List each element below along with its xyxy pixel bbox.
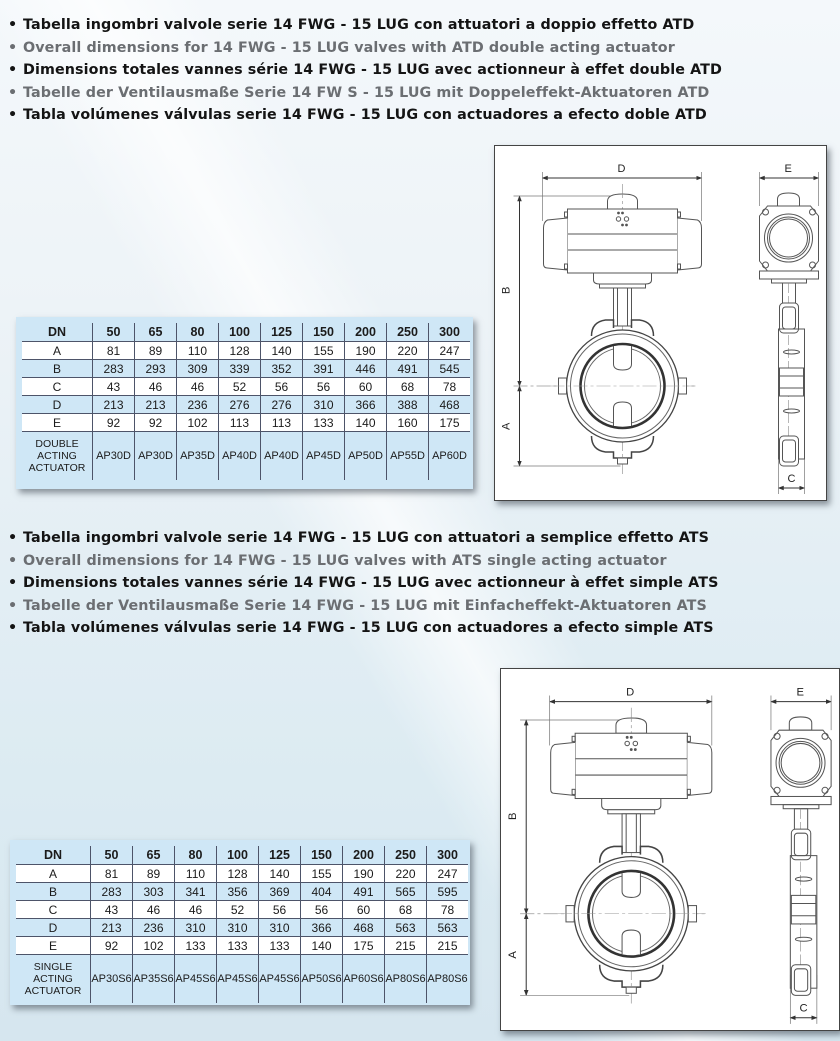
dimension-value: 43 — [93, 378, 135, 396]
dimension-value: 52 — [217, 901, 259, 919]
double-acting-valve-drawing — [494, 145, 827, 501]
dimension-value: 213 — [135, 396, 177, 414]
dn-size-header: 125 — [259, 846, 301, 865]
title-line: • Tabla volúmenes válvulas serie 14 FWG - 15 LUG con actuadores a efecto simple ATS — [8, 617, 718, 640]
dn-header: DN — [47, 325, 67, 339]
dn-size-header: 50 — [91, 846, 133, 865]
dimension-value: 81 — [93, 342, 135, 360]
label-a: A — [507, 951, 520, 959]
dn-size-header: 65 — [135, 323, 177, 342]
dimension-value: 140 — [261, 342, 303, 360]
actuator-model: AP35D — [177, 432, 219, 481]
dimension-value: 160 — [387, 414, 429, 432]
dimension-value: 89 — [135, 342, 177, 360]
dimension-value: 366 — [345, 396, 387, 414]
actuator-model: AP60S6 — [343, 955, 385, 1004]
label-c: C — [799, 1002, 808, 1015]
dimension-value: 310 — [303, 396, 345, 414]
dimension-label: E — [16, 937, 91, 955]
dimension-value: 595 — [427, 883, 469, 901]
label-c: C — [787, 473, 796, 485]
table-row — [16, 937, 468, 955]
dimension-value: 46 — [175, 901, 217, 919]
dimension-value: 175 — [343, 937, 385, 955]
actuator-model: AP35S6 — [133, 955, 175, 1004]
dimension-value: 220 — [385, 865, 427, 883]
dimension-value: 155 — [301, 865, 343, 883]
dimension-label: B — [22, 360, 93, 378]
dimension-value: 309 — [177, 360, 219, 378]
label-e: E — [796, 686, 804, 699]
table-row — [22, 396, 470, 414]
label-d: D — [626, 686, 635, 699]
table-header-row — [22, 323, 470, 342]
dimension-value: 565 — [385, 883, 427, 901]
valve-body-front-view — [551, 320, 696, 464]
dimension-value: 78 — [429, 378, 471, 396]
dimension-value: 46 — [177, 378, 219, 396]
dimension-value: 213 — [91, 919, 133, 937]
dimension-value: 190 — [345, 342, 387, 360]
dimension-value: 89 — [133, 865, 175, 883]
dn-size-header: 100 — [219, 323, 261, 342]
dimension-value: 128 — [219, 342, 261, 360]
dn-size-header: 200 — [343, 846, 385, 865]
single-acting-titles — [8, 527, 718, 640]
dimension-label: D — [22, 396, 93, 414]
valve-side-view — [771, 717, 831, 995]
table-row — [22, 360, 470, 378]
actuator-model: AP60D — [429, 432, 471, 481]
actuator-model: AP55D — [387, 432, 429, 481]
title-line: • Dimensions totales vannes série 14 FWG - 15 LUG avec actionneur à effet double ATD — [8, 59, 722, 82]
dimension-value: 140 — [259, 865, 301, 883]
table-row — [22, 378, 470, 396]
actuator-label: DOUBLE ACTING ACTUATOR — [22, 432, 93, 481]
dimension-value: 310 — [259, 919, 301, 937]
dn-size-header: 250 — [385, 846, 427, 865]
label-a: A — [500, 422, 513, 430]
dimension-value: 140 — [345, 414, 387, 432]
dimension-value: 52 — [219, 378, 261, 396]
dn-size-header: 50 — [93, 323, 135, 342]
dimension-label: C — [22, 378, 93, 396]
dimension-value: 113 — [219, 414, 261, 432]
actuator-row — [16, 955, 468, 1004]
title-line: • Tabelle der Ventilausmaße Serie 14 FW S - 15 LUG mit Doppeleffekt-Aktuatoren ATD — [8, 82, 722, 105]
dimension-value: 303 — [133, 883, 175, 901]
dn-size-header: 200 — [345, 323, 387, 342]
dimension-value: 43 — [91, 901, 133, 919]
actuator-model: AP30D — [93, 432, 135, 481]
dn-size-header: 65 — [133, 846, 175, 865]
dimension-value: 102 — [133, 937, 175, 955]
actuator-model: AP45S6 — [175, 955, 217, 1004]
dimension-value: 56 — [301, 901, 343, 919]
actuator-row — [22, 432, 470, 481]
dimension-label: D — [16, 919, 91, 937]
dn-size-header: 125 — [261, 323, 303, 342]
dimension-value: 92 — [93, 414, 135, 432]
table-header-row — [16, 846, 468, 865]
dimension-value: 339 — [219, 360, 261, 378]
dimension-value: 310 — [175, 919, 217, 937]
dimension-value: 236 — [133, 919, 175, 937]
dimension-value: 283 — [91, 883, 133, 901]
table-row — [22, 414, 470, 432]
dimension-value: 46 — [133, 901, 175, 919]
title-line: • Tabelle der Ventilausmaße Serie 14 FWG - 15 LUG mit Einfacheffekt-Aktuatoren ATS — [8, 595, 718, 618]
dimension-value: 46 — [135, 378, 177, 396]
actuator-model: AP50D — [345, 432, 387, 481]
dimension-value: 388 — [387, 396, 429, 414]
dimension-value: 247 — [429, 342, 471, 360]
actuator-model: AP45S6 — [217, 955, 259, 1004]
dimension-value: 175 — [429, 414, 471, 432]
dn-header: DN — [43, 848, 63, 862]
dimension-label: E — [22, 414, 93, 432]
dimension-value: 102 — [177, 414, 219, 432]
dn-size-header: 80 — [175, 846, 217, 865]
dn-size-header: 80 — [177, 323, 219, 342]
dimension-value: 68 — [385, 901, 427, 919]
dimension-value: 155 — [303, 342, 345, 360]
dimension-value: 283 — [93, 360, 135, 378]
dimension-value: 276 — [261, 396, 303, 414]
dimension-value: 491 — [343, 883, 385, 901]
dimension-value: 78 — [427, 901, 469, 919]
dimension-value: 491 — [387, 360, 429, 378]
dimension-label: C — [16, 901, 91, 919]
actuator-model: AP45S6 — [259, 955, 301, 1004]
valve-body-front-view — [558, 846, 706, 993]
title-line: • Dimensions totales vannes série 14 FWG - 15 LUG avec actionneur à effet simple ATS — [8, 572, 718, 595]
dimension-value: 133 — [217, 937, 259, 955]
dn-size-header: 300 — [429, 323, 471, 342]
dimension-value: 113 — [261, 414, 303, 432]
dimension-value: 56 — [303, 378, 345, 396]
table-row — [16, 901, 468, 919]
dimension-value: 56 — [261, 378, 303, 396]
dimension-value: 369 — [259, 883, 301, 901]
single-acting-dimension-table — [10, 840, 470, 1005]
dimension-value: 92 — [91, 937, 133, 955]
table-row — [16, 865, 468, 883]
dn-size-header: 250 — [387, 323, 429, 342]
dimension-value: 391 — [303, 360, 345, 378]
dimension-value: 81 — [91, 865, 133, 883]
label-b: B — [507, 812, 520, 820]
dimension-value: 92 — [135, 414, 177, 432]
table-row — [16, 919, 468, 937]
dimension-value: 60 — [345, 378, 387, 396]
title-line: • Overall dimensions for 14 FWG - 15 LUG valves with ATS single acting actuator — [8, 550, 718, 573]
actuator-model: AP40D — [219, 432, 261, 481]
dimension-value: 468 — [343, 919, 385, 937]
dimension-value: 446 — [345, 360, 387, 378]
dimension-value: 213 — [93, 396, 135, 414]
dimension-value: 110 — [177, 342, 219, 360]
dimension-value: 60 — [343, 901, 385, 919]
label-b: B — [500, 286, 513, 294]
actuator-model: AP50S6 — [301, 955, 343, 1004]
dimension-value: 310 — [217, 919, 259, 937]
single-acting-valve-drawing — [500, 668, 840, 1031]
dimension-value: 128 — [217, 865, 259, 883]
actuator-model: AP40D — [261, 432, 303, 481]
actuator-label: SINGLE ACTING ACTUATOR — [16, 955, 91, 1004]
dimension-value: 236 — [177, 396, 219, 414]
dimension-value: 247 — [427, 865, 469, 883]
title-line: • Tabella ingombri valvole serie 14 FWG - 15 LUG con attuatori a semplice effetto ATS — [8, 527, 718, 550]
label-e: E — [784, 163, 792, 175]
actuator-model: AP80S6 — [385, 955, 427, 1004]
dimension-value: 468 — [429, 396, 471, 414]
table-row — [16, 883, 468, 901]
actuator-model: AP80S6 — [427, 955, 469, 1004]
dn-size-header: 150 — [303, 323, 345, 342]
dimension-value: 215 — [385, 937, 427, 955]
dimension-value: 68 — [387, 378, 429, 396]
title-line: • Overall dimensions for 14 FWG - 15 LUG valves with ATD double acting actuator — [8, 37, 722, 60]
dimension-value: 220 — [387, 342, 429, 360]
dimension-value: 293 — [135, 360, 177, 378]
actuator-model: AP30D — [135, 432, 177, 481]
double-acting-titles — [8, 14, 722, 127]
dimension-value: 563 — [427, 919, 469, 937]
dimension-value: 190 — [343, 865, 385, 883]
dimension-label: A — [22, 342, 93, 360]
actuator-model: AP45D — [303, 432, 345, 481]
dimension-value: 140 — [301, 937, 343, 955]
dn-size-header: 300 — [427, 846, 469, 865]
actuator-model: AP30S6 — [91, 955, 133, 1004]
table-row — [22, 342, 470, 360]
dimension-value: 276 — [219, 396, 261, 414]
double-acting-dimension-table — [16, 317, 473, 489]
dimension-value: 110 — [175, 865, 217, 883]
dimension-label: A — [16, 865, 91, 883]
dimension-value: 56 — [259, 901, 301, 919]
dimension-value: 356 — [217, 883, 259, 901]
dimension-value: 563 — [385, 919, 427, 937]
dimension-value: 545 — [429, 360, 471, 378]
valve-side-view — [760, 193, 819, 466]
dimension-value: 352 — [261, 360, 303, 378]
dimension-value: 133 — [259, 937, 301, 955]
dimension-label: B — [16, 883, 91, 901]
dimension-value: 404 — [301, 883, 343, 901]
dimension-value: 215 — [427, 937, 469, 955]
title-line: • Tabella ingombri valvole serie 14 FWG - 15 LUG con attuatori a doppio effetto ATD — [8, 14, 722, 37]
title-line: • Tabla volúmenes válvulas serie 14 FWG - 15 LUG con actuadores a efecto doble ATD — [8, 104, 722, 127]
dn-size-header: 100 — [217, 846, 259, 865]
dimension-value: 341 — [175, 883, 217, 901]
label-d: D — [617, 163, 626, 175]
dimension-value: 133 — [303, 414, 345, 432]
dimension-value: 366 — [301, 919, 343, 937]
dn-size-header: 150 — [301, 846, 343, 865]
dimension-value: 133 — [175, 937, 217, 955]
